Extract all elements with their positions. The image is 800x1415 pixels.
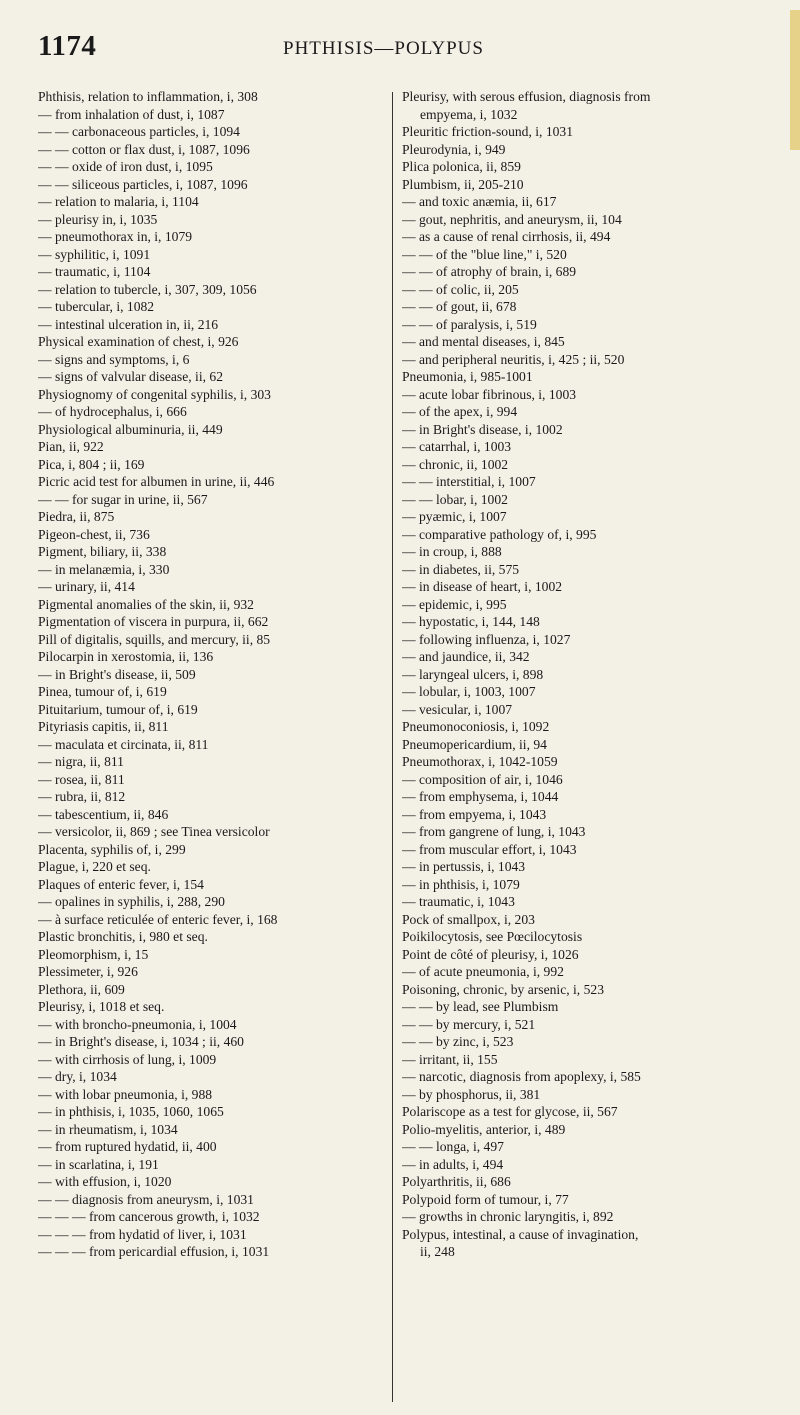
- index-entry: — in diabetes, ii, 575: [402, 561, 520, 577]
- index-entry: — of hydrocephalus, i, 666: [38, 404, 187, 419]
- index-entry: — — of atrophy of brain, i, 689: [402, 264, 577, 279]
- index-entry: Plessimeter, i, 926: [38, 964, 138, 979]
- index-entry: — growths in chronic laryngitis, i, 892: [402, 1209, 614, 1224]
- page-header: [38, 30, 778, 60]
- index-entry: — hypostatic, i, 144, 148: [402, 614, 540, 629]
- index-entry: Pleuritic friction-sound, i, 1031: [402, 124, 574, 139]
- index-entry: — pleurisy in, i, 1035: [38, 211, 158, 227]
- index-entry: Pleurisy, with serous effusion, diagnosis from: [402, 89, 651, 104]
- index-entry: Pian, ii, 922: [38, 439, 104, 454]
- index-entry: Plague, i, 220 et seq.: [38, 859, 151, 874]
- index-entry: — and peripheral neuritis, i, 425 ; ii, 520: [402, 351, 625, 367]
- index-entry: — comparative pathology of, i, 995: [402, 526, 597, 542]
- index-entry: — in croup, i, 888: [402, 544, 502, 559]
- index-entry: — as a cause of renal cirrhosis, ii, 494: [402, 229, 611, 244]
- index-entry: Pock of smallpox, i, 203: [402, 911, 535, 927]
- index-entry: — — interstitial, i, 1007: [402, 474, 536, 489]
- index-entry: — — by lead, see Plumbism: [402, 999, 559, 1014]
- index-entry: Plica polonica, ii, 859: [402, 159, 521, 174]
- index-entry: — narcotic, diagnosis from apoplexy, i, 585: [402, 1069, 641, 1084]
- index-entry: — — diagnosis from aneurysm, i, 1031: [38, 1191, 254, 1207]
- index-entry: Polariscope as a test for glycose, ii, 567: [402, 1104, 618, 1119]
- index-entry: — in Bright's disease, ii, 509: [38, 666, 196, 682]
- index-entry: ii, 248: [420, 1244, 455, 1259]
- index-entry: — tubercular, i, 1082: [38, 299, 155, 314]
- index-entry: Pigmental anomalies of the skin, ii, 932: [38, 596, 254, 612]
- index-entry: — — oxide of iron dust, i, 1095: [38, 159, 213, 174]
- index-entry: — vesicular, i, 1007: [402, 701, 513, 717]
- index-entry: — chronic, ii, 1002: [402, 456, 509, 472]
- index-entry: — of the apex, i, 994: [402, 404, 518, 419]
- index-entry: — with effusion, i, 1020: [38, 1174, 172, 1189]
- index-entry: — catarrhal, i, 1003: [402, 439, 512, 454]
- index-entry: — traumatic, i, 1104: [38, 264, 151, 279]
- index-entry: — — of the "blue line," i, 520: [402, 246, 567, 262]
- index-entry: — in pertussis, i, 1043: [402, 859, 526, 874]
- column-divider: [392, 92, 393, 1402]
- index-entry: Pneumonia, i, 985-1001: [402, 369, 533, 384]
- index-entry: Plumbism, ii, 205-210: [402, 176, 524, 192]
- index-entry: — relation to tubercle, i, 307, 309, 1056: [38, 281, 257, 297]
- index-entry: Poisoning, chronic, by arsenic, i, 523: [402, 981, 604, 997]
- index-entry: Pneumopericardium, ii, 94: [402, 736, 547, 752]
- index-entry: — tabescentium, ii, 846: [38, 806, 169, 822]
- index-entry: Pleurodynia, i, 949: [402, 141, 506, 157]
- index-entry: Pigment, biliary, ii, 338: [38, 544, 167, 559]
- index-entry: — and mental diseases, i, 845: [402, 334, 565, 349]
- index-entry: — in Bright's disease, i, 1034 ; ii, 460: [38, 1034, 244, 1049]
- index-entry: — — — from pericardial effusion, i, 1031: [38, 1244, 270, 1259]
- index-entry: — from inhalation of dust, i, 1087: [38, 106, 225, 122]
- page-edge-tab: [790, 10, 800, 150]
- index-entry: empyema, i, 1032: [420, 106, 518, 122]
- index-entry: Point de côté of pleurisy, i, 1026: [402, 946, 579, 962]
- index-entry: — — by mercury, i, 521: [402, 1016, 536, 1032]
- index-entry: — in rheumatism, i, 1034: [38, 1121, 178, 1137]
- running-head: PHTHISIS—POLYPUS: [283, 38, 484, 59]
- index-entry: — versicolor, ii, 869 ; see Tinea versicolor: [38, 824, 270, 839]
- index-entry: — rosea, ii, 811: [38, 771, 125, 787]
- index-entry: — following influenza, i, 1027: [402, 631, 571, 647]
- index-entry: — in melanæmia, i, 330: [38, 561, 170, 577]
- index-entry: — in disease of heart, i, 1002: [402, 579, 563, 594]
- index-entry: Pilocarpin in xerostomia, ii, 136: [38, 649, 214, 664]
- index-entry: — nigra, ii, 811: [38, 754, 124, 769]
- index-entry: — pneumothorax in, i, 1079: [38, 229, 193, 244]
- index-entry: Pituitarium, tumour of, i, 619: [38, 701, 198, 717]
- index-entry: — — cotton or flax dust, i, 1087, 1096: [38, 141, 250, 157]
- index-entry: — — siliceous particles, i, 1087, 1096: [38, 176, 248, 192]
- index-entry: — intestinal ulceration in, ii, 216: [38, 316, 219, 332]
- index-entry: — and jaundice, ii, 342: [402, 649, 530, 664]
- index-entry: — signs and symptoms, i, 6: [38, 351, 190, 367]
- index-entry: — in adults, i, 494: [402, 1156, 504, 1172]
- index-entry: — — lobar, i, 1002: [402, 491, 508, 507]
- index-entry: — from emphysema, i, 1044: [402, 789, 559, 804]
- index-entry: — maculata et circinata, ii, 811: [38, 736, 209, 752]
- index-entry: Plaques of enteric fever, i, 154: [38, 876, 204, 892]
- index-entry: — in phthisis, i, 1079: [402, 876, 520, 892]
- index-entry: — in Bright's disease, i, 1002: [402, 421, 563, 437]
- index-entry: — epidemic, i, 995: [402, 596, 507, 612]
- index-entry: — traumatic, i, 1043: [402, 894, 515, 909]
- index-entry: — acute lobar fibrinous, i, 1003: [402, 386, 577, 402]
- index-entry: Plastic bronchitis, i, 980 et seq.: [38, 929, 208, 944]
- index-entry: — of acute pneumonia, i, 992: [402, 964, 564, 979]
- index-entry: — with broncho-pneumonia, i, 1004: [38, 1016, 237, 1032]
- index-entry: — in scarlatina, i, 191: [38, 1156, 159, 1172]
- index-entry: Plethora, ii, 609: [38, 981, 125, 997]
- index-entry: Polyarthritis, ii, 686: [402, 1174, 511, 1189]
- index-column-right: [402, 88, 782, 1261]
- index-entry: — — of gout, ii, 678: [402, 299, 517, 314]
- index-entry: — lobular, i, 1003, 1007: [402, 684, 536, 699]
- index-entry: — with cirrhosis of lung, i, 1009: [38, 1051, 217, 1067]
- index-entry: — rubra, ii, 812: [38, 789, 126, 804]
- index-entry: Phthisis, relation to inflammation, i, 308: [38, 89, 258, 104]
- page-number: 1174: [38, 30, 97, 62]
- index-entry: — with lobar pneumonia, i, 988: [38, 1086, 213, 1102]
- index-entry: Pigeon-chest, ii, 736: [38, 526, 150, 542]
- index-entry: — — — from cancerous growth, i, 1032: [38, 1209, 260, 1224]
- index-entry: — opalines in syphilis, i, 288, 290: [38, 894, 225, 909]
- index-entry: Pill of digitalis, squills, and mercury, ii, 85: [38, 631, 271, 647]
- index-column-left: [38, 88, 390, 1261]
- index-entry: — — of colic, ii, 205: [402, 281, 519, 297]
- index-entry: — laryngeal ulcers, i, 898: [402, 666, 544, 682]
- index-entry: Polypus, intestinal, a cause of invagination,: [402, 1226, 639, 1242]
- index-entry: Pneumonoconiosis, i, 1092: [402, 719, 550, 734]
- index-entry: — relation to malaria, i, 1104: [38, 194, 199, 209]
- index-entry: — by phosphorus, ii, 381: [402, 1086, 541, 1102]
- index-entry: — — of paralysis, i, 519: [402, 316, 537, 332]
- index-entry: — — for sugar in urine, ii, 567: [38, 491, 208, 507]
- index-entry: Polio-myelitis, anterior, i, 489: [402, 1121, 566, 1137]
- index-entry: — from empyema, i, 1043: [402, 806, 547, 822]
- index-entry: Poikilocytosis, see Pœcilocytosis: [402, 929, 583, 944]
- index-entry: Physical examination of chest, i, 926: [38, 334, 239, 349]
- index-entry: — — longa, i, 497: [402, 1139, 504, 1154]
- index-entry: Pigmentation of viscera in purpura, ii, 662: [38, 614, 269, 629]
- index-entry: Placenta, syphilis of, i, 299: [38, 841, 186, 857]
- index-entry: — and toxic anæmia, ii, 617: [402, 194, 557, 209]
- index-entry: Pinea, tumour of, i, 619: [38, 684, 167, 699]
- index-entry: — from gangrene of lung, i, 1043: [402, 824, 586, 839]
- index-entry: — composition of air, i, 1046: [402, 771, 563, 787]
- index-entry: Physiological albuminuria, ii, 449: [38, 421, 223, 437]
- index-entry: — pyæmic, i, 1007: [402, 509, 507, 524]
- index-entry: — urinary, ii, 414: [38, 579, 135, 594]
- index-entry: — — carbonaceous particles, i, 1094: [38, 124, 240, 139]
- index-entry: — from ruptured hydatid, ii, 400: [38, 1139, 217, 1154]
- index-entry: — — — from hydatid of liver, i, 1031: [38, 1226, 247, 1242]
- index-entry: Polypoid form of tumour, i, 77: [402, 1191, 569, 1207]
- index-entry: — — by zinc, i, 523: [402, 1034, 514, 1049]
- index-entry: — in phthisis, i, 1035, 1060, 1065: [38, 1104, 224, 1119]
- index-entry: — irritant, ii, 155: [402, 1051, 498, 1067]
- index-entry: Pleomorphism, i, 15: [38, 946, 149, 962]
- index-entry: — gout, nephritis, and aneurysm, ii, 104: [402, 211, 622, 227]
- index-entry: — à surface reticulée of enteric fever, i, 168: [38, 911, 278, 927]
- index-entry: Physiognomy of congenital syphilis, i, 303: [38, 386, 271, 402]
- index-entry: Pica, i, 804 ; ii, 169: [38, 456, 145, 472]
- index-entry: Picric acid test for albumen in urine, ii, 446: [38, 474, 275, 489]
- index-entry: Pityriasis capitis, ii, 811: [38, 719, 169, 734]
- index-entry: — syphilitic, i, 1091: [38, 246, 151, 262]
- index-entry: — signs of valvular disease, ii, 62: [38, 369, 223, 384]
- index-entry: — from muscular effort, i, 1043: [402, 841, 577, 857]
- index-entry: Piedra, ii, 875: [38, 509, 115, 524]
- index-entry: Pleurisy, i, 1018 et seq.: [38, 999, 165, 1014]
- index-entry: — dry, i, 1034: [38, 1069, 117, 1084]
- index-entry: Pneumothorax, i, 1042-1059: [402, 754, 558, 769]
